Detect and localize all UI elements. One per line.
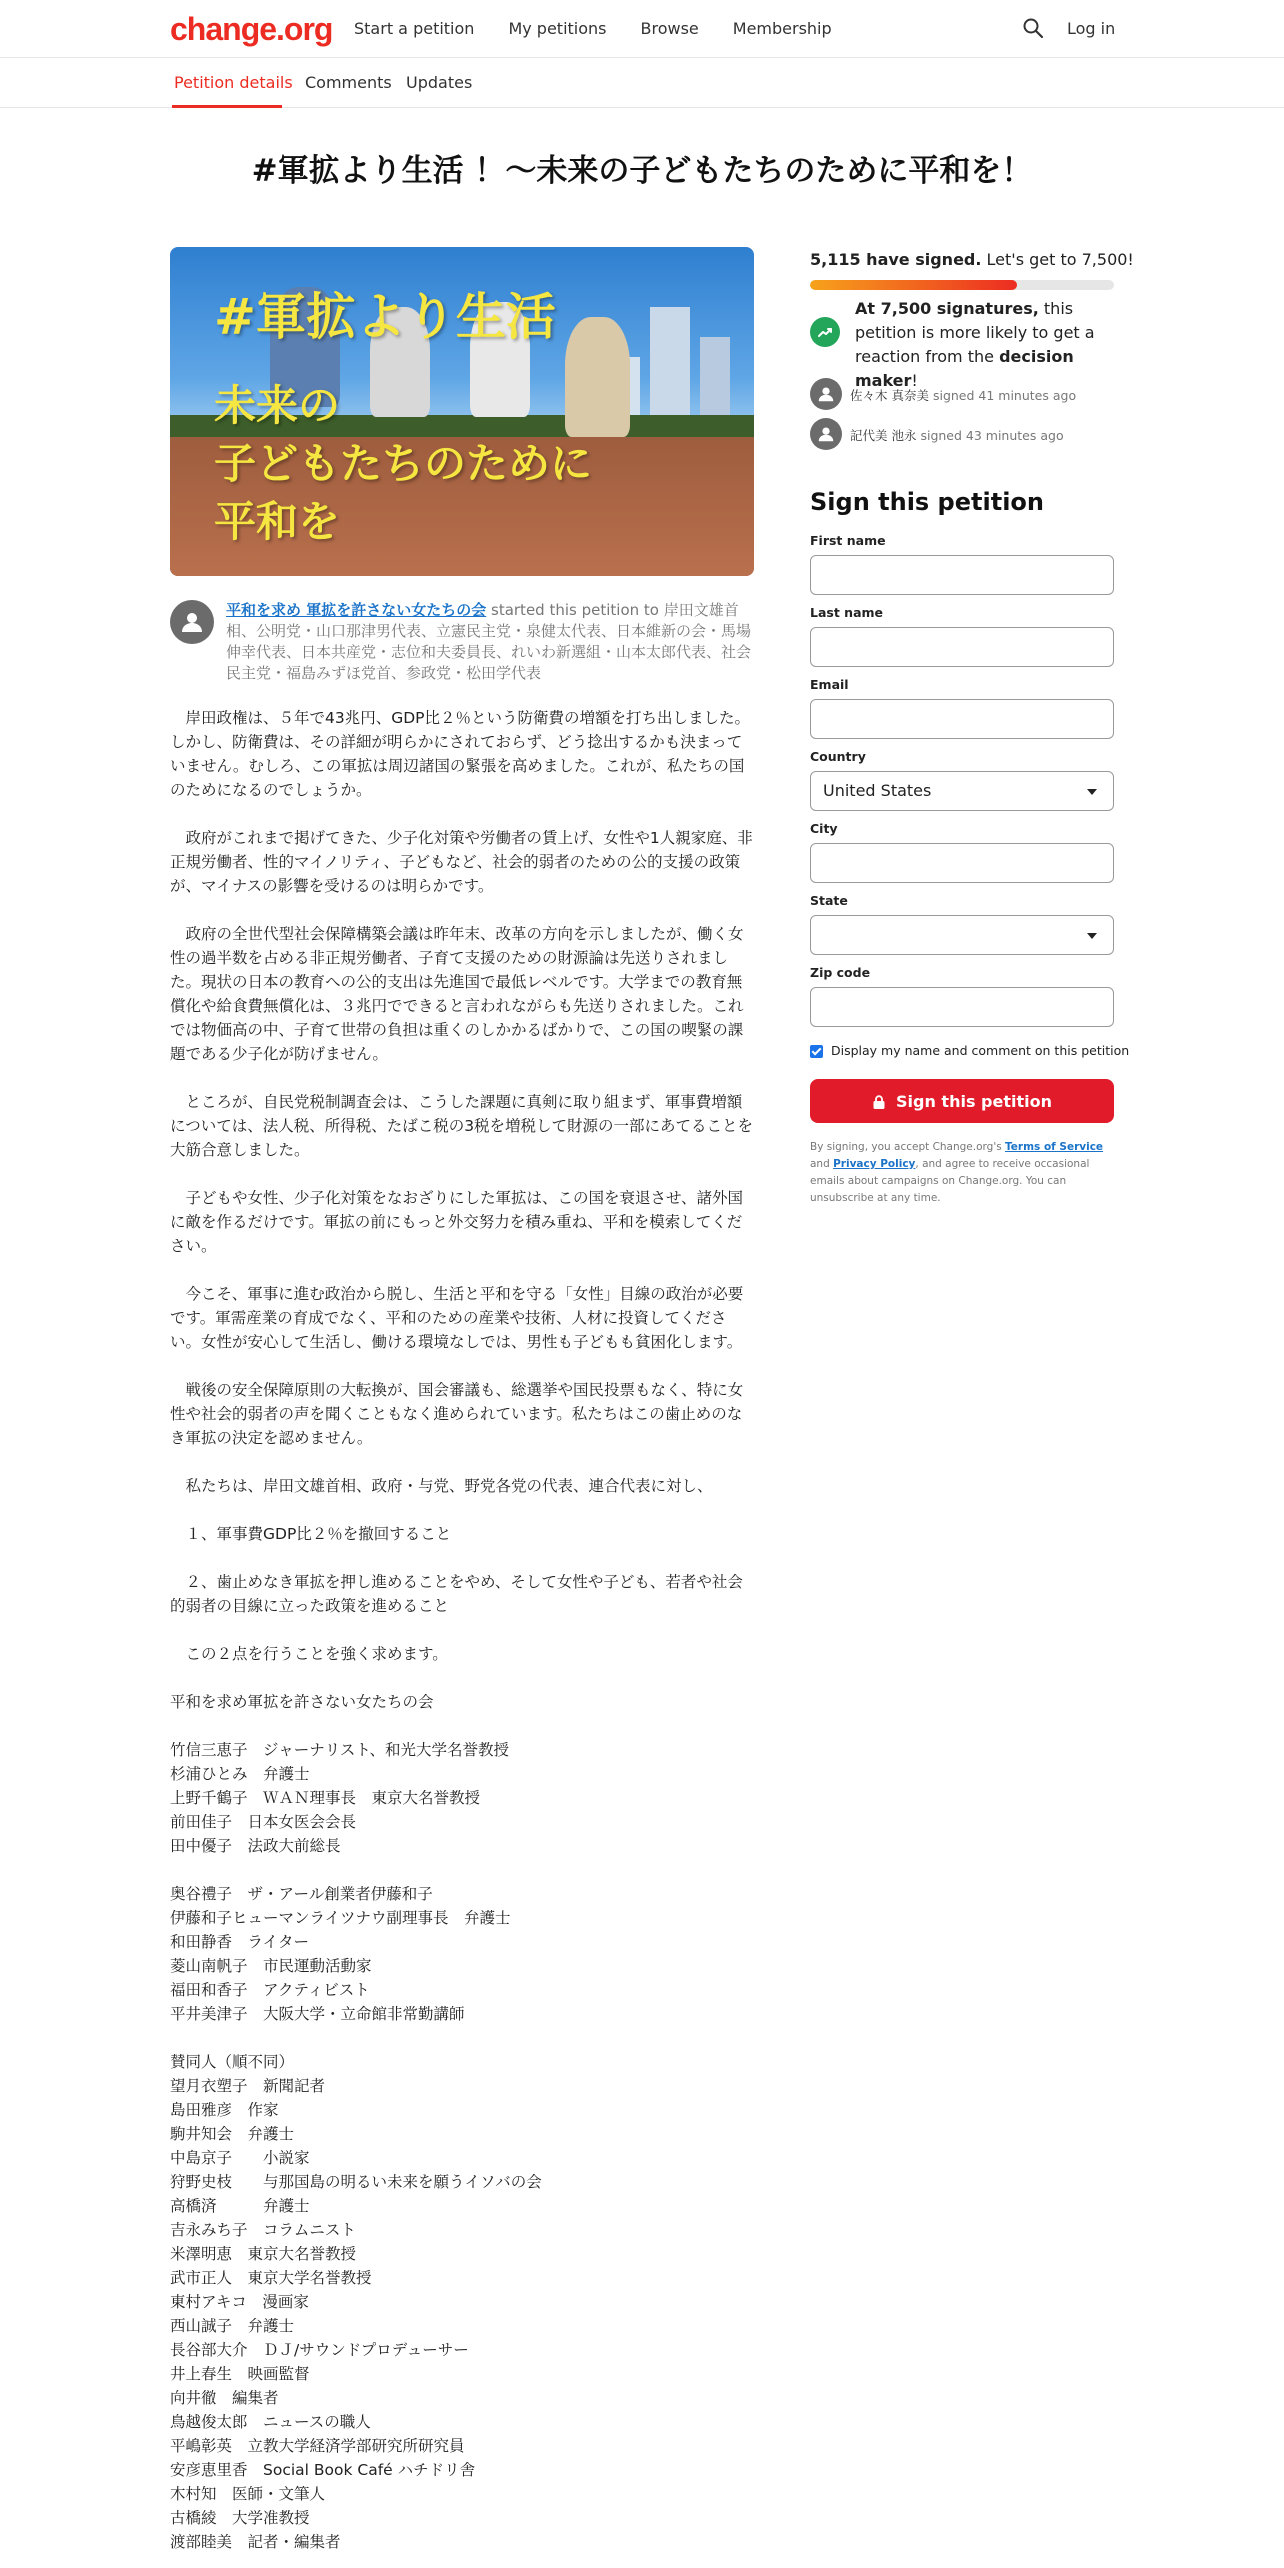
email-input[interactable]: [810, 699, 1114, 739]
goal-prefix: At 7,500 signatures,: [855, 299, 1039, 318]
hero-text-lines: [214, 377, 592, 551]
body-paragraph: ところが、自民党税制調査会は、こうした課題に真剣に取り組まず、軍事費増額については、法人税、所得税、たばこ税の3税を増税して財源の一部にあてることを大筋合意しました。: [170, 1093, 754, 1159]
sign-form-heading: Sign this petition: [810, 488, 1044, 516]
city-input[interactable]: [810, 843, 1114, 883]
recent-signer-time: signed 43 minutes ago: [916, 428, 1064, 443]
progress-fill: [810, 280, 1017, 290]
supporters-list: 賛同人（順不同） 望月衣塑子 新聞記者 島田雅彦 作家 駒井知会 弁護士 中島京子 小説家 狩野史枝 与那国島の明るい未来を願うイソバの会 高橋済 弁護士 吉永みち子 コラムニスト 米澤明恵 東京大名誉教授 武市正人 東京大学名誉教授 東村アキコ 漫画家 西山誠子 弁護士 長谷部大介 ＤＪ/サウンドプロデューサー 井上春生 映画監督 向井徹 編集者 鳥越俊太郎 ニュースの職人 平嶋彰英 立教大学経済学部研究所研究員 安彦恵里香 Social Book Café ハチドリ舎 木村知 医師・文筆人 古橋綾 大学准教授 渡部睦美 記者・編集者: [170, 2053, 542, 2551]
country-selected-value: United States: [823, 781, 932, 800]
privacy-policy-link[interactable]: Privacy Policy: [833, 1158, 916, 1170]
recent-signer-name: 記代美 池永: [850, 428, 917, 443]
legal-text-3: , and agree to receive occasional emails about campaigns on Change.org. You can unsubscribe at any time.: [810, 1158, 1090, 1204]
last-name-input[interactable]: [810, 627, 1114, 667]
goal-message: [855, 297, 1115, 393]
hero-text-hashtag: #軍拡より生活: [214, 288, 556, 346]
recent-signer-avatar: [810, 378, 842, 410]
last-name-label: Last name: [810, 605, 884, 620]
nav-my-petitions[interactable]: My petitions: [508, 19, 607, 38]
organizers-list: 竹信三恵子 ジャーナリスト、和光大学名誉教授 杉浦ひとみ 弁護士 上野千鶴子 ＷＡＮ理事長 東京大名誉教授 前田佳子 日本女医会会長 田中優子 法政大前総長: [170, 1741, 509, 1855]
tab-comments[interactable]: Comments: [305, 73, 392, 92]
recent-signer-time: signed 41 minutes ago: [928, 388, 1077, 403]
email-label: Email: [810, 677, 849, 692]
state-select[interactable]: [810, 915, 1114, 955]
first-name-label: First name: [810, 533, 886, 548]
goal-mid: this petition is more likely to get a reaction from the: [855, 299, 1095, 366]
chevron-down-icon: [1087, 789, 1097, 795]
legal-text-2: and: [810, 1158, 834, 1170]
display-name-checkbox[interactable]: [810, 1045, 823, 1058]
state-label: State: [810, 893, 848, 908]
signature-progress-bar: [810, 280, 1114, 290]
signature-count: [810, 250, 1134, 269]
hero-line-3: 子どもたちのために: [214, 439, 593, 488]
recent-signer: [850, 426, 1064, 444]
display-name-label: Display my name and comment on this petition: [831, 1043, 1130, 1058]
nav-links: [354, 19, 866, 38]
change-org-logo[interactable]: change.org: [170, 11, 333, 47]
country-label: Country: [810, 749, 866, 764]
top-nav: [0, 0, 1284, 58]
organizers-list: 奥谷禮子 ザ・アール創業者伊藤和子 伊藤和子ヒューマンライツナウ副理事長 弁護士 和田静香 ライター 菱山南帆子 市民運動活動家 福田和香子 アクティビスト 平井美津子 大阪大学・立命館非常勤講師: [170, 1885, 511, 2023]
first-name-input[interactable]: [810, 555, 1114, 595]
starter-recipients: started this petition to 岸田文雄首相、公明党・山口那津男代表、立憲民主党・泉健太代表、日本維新の会・馬場伸幸代表、日本共産党・志位和夫委員長、れいわ新選組・山本太郎代表、社会民主党・福島みずほ党首、参政党・松田学代表: [226, 601, 752, 682]
zip-label: Zip code: [810, 965, 871, 980]
legal-notice: [810, 1139, 1114, 1207]
body-paragraph: 今こそ、軍事に進む政治から脱し、生活と平和を守る「女性」目線の政治が必要です。軍需産業の育成でなく、平和のための産業や技術、人材に投資してください。女性が安心して生活し、働ける環境なしでは、男性も子どもも貧困化します。: [170, 1285, 744, 1351]
body-paragraph: 平和を求め軍拡を許さない女たちの会: [170, 1693, 434, 1711]
user-icon: [818, 386, 834, 402]
terms-of-service-link[interactable]: Terms of Service: [1005, 1141, 1104, 1153]
user-icon: [181, 611, 203, 633]
nav-browse[interactable]: Browse: [640, 19, 699, 38]
trending-up-icon: [810, 317, 840, 347]
tab-petition-details[interactable]: Petition details: [174, 73, 293, 92]
petition-starter: [226, 600, 756, 684]
country-select[interactable]: [810, 771, 1114, 811]
petition-hero-image: [170, 247, 754, 576]
active-tab-indicator: [172, 105, 282, 108]
sign-button-label: Sign this petition: [896, 1091, 1052, 1111]
signature-goal: Let's get to 7,500!: [981, 250, 1134, 269]
hero-line-2: 未来の: [214, 381, 341, 430]
starter-avatar: [170, 600, 214, 644]
recent-signer-name: 佐々木 真奈美: [850, 388, 929, 403]
petition-body: [170, 706, 754, 2554]
nav-membership[interactable]: Membership: [732, 19, 832, 38]
zip-input[interactable]: [810, 987, 1114, 1027]
goal-decision-maker: decision maker: [855, 347, 1074, 390]
starter-name-link[interactable]: 平和を求め 軍拡を許さない女たちの会: [226, 601, 487, 619]
tab-updates[interactable]: Updates: [406, 73, 473, 92]
sign-petition-button[interactable]: [810, 1079, 1114, 1123]
body-paragraph: 私たちは、岸田文雄首相、政府・与党、野党各党の代表、連合代表に対し、: [170, 1477, 713, 1495]
chevron-down-icon: [1087, 933, 1097, 939]
body-paragraph: 戦後の安全保障原則の大転換が、国会審議も、総選挙や国民投票もなく、特に女性や社会的弱者の声を聞くこともなく進められています。私たちはこの歯止めのなき軍拡の決定を認めません。: [170, 1381, 744, 1447]
login-link[interactable]: Log in: [1067, 19, 1116, 38]
body-paragraph: 政府がこれまで掲げてきた、少子化対策や労働者の賃上げ、女性や1人親家庭、非正規労働者、性的マイノリティ、子どもなど、社会的弱者のための公的支援の政策が、マイナスの影響を受けるのは明らかです。: [170, 829, 753, 895]
nav-start-petition[interactable]: Start a petition: [354, 19, 475, 38]
body-paragraph: 政府の全世代型社会保障構築会議は昨年末、改革の方向を示しましたが、働く女性の過半数を占める非正規労働者、子育て支援のための財源論は先送りされました。現状の日本の教育への公的支出は先進国で最低レベルです。大学までの教育無償化や給食費無償化は、３兆円でできると言われながらも先送りされました。これでは物価高の中、子育て世帯の負担は重くのしかかるばかりで、この国の喫緊の課題である少子化が防げません。: [170, 925, 744, 1063]
recent-signer-avatar: [810, 418, 842, 450]
petition-title: #軍拡より生活 ！～未来の子どもたちのために平和を！: [251, 153, 1033, 189]
body-paragraph: １、軍事費GDP比２％を撤回すること: [170, 1525, 452, 1543]
body-paragraph: この２点を行うことを強く求めます。: [170, 1645, 448, 1663]
petition-tabs: [0, 58, 1284, 108]
recent-signer: [850, 386, 1076, 404]
goal-end: !: [911, 371, 918, 390]
lock-icon: [872, 1095, 886, 1109]
search-icon[interactable]: [1022, 17, 1044, 39]
user-icon: [818, 426, 834, 442]
legal-text-1: By signing, you accept Change.org's: [810, 1141, 1006, 1153]
body-paragraph: ２、歯止めなき軍拡を押し進めることをやめ、そして女性や子ども、若者や社会的弱者の目線に立った政策を進めること: [170, 1573, 743, 1615]
body-paragraph: 子どもや女性、少子化対策をなおざりにした軍拡は、この国を衰退させ、諸外国に敵を作るだけです。軍拡の前にもっと外交努力を積み重ね、平和を模索してください。: [170, 1189, 744, 1255]
signed-count: 5,115 have signed.: [810, 250, 982, 269]
hero-line-4: 平和を: [214, 497, 341, 546]
city-label: City: [810, 821, 838, 836]
body-paragraph: 岸田政権は、５年で43兆円、GDP比２％という防衛費の増額を打ち出しました。しかし、防衛費は、その詳細が明らかにされておらず、どう捻出するかも決まっていません。むしろ、この軍拡は周辺諸国の緊張を高めました。これが、私たちの国のためになるのでしょうか。: [170, 709, 751, 799]
